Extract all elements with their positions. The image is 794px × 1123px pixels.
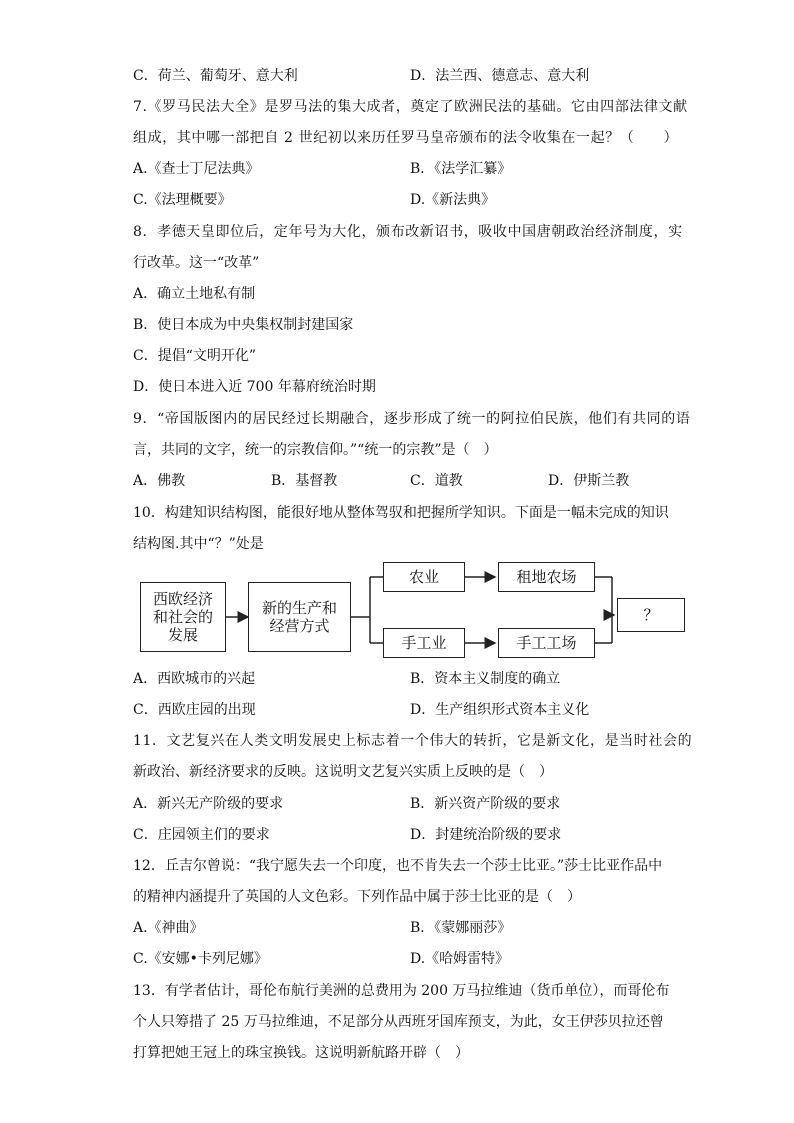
diagram-box-new-production-methods bbox=[248, 582, 351, 652]
q8-option-d: D．使日本进入近 700 年幕府统治时期 bbox=[133, 379, 376, 395]
q12-stem-line-2: 的精神内涵提升了英国的人文色彩。下列作品中属于莎士比亚的是（ ） bbox=[133, 889, 581, 905]
diagram-box-handicraft: 手工业 bbox=[383, 628, 465, 658]
box2-line-2: 经营方式 bbox=[269, 617, 330, 635]
box1-line-3: 发展 bbox=[167, 626, 198, 644]
q13-stem-line-2: 个人只筹措了 25 万马拉维迪，不足部分从西班牙国库预支，为此，女王伊莎贝拉还曾 bbox=[133, 1014, 664, 1030]
q9-stem-line-2: 言，共同的文字，统一的宗教信仰。”“统一的宗教”是（ ） bbox=[133, 442, 498, 458]
q8-stem-line-2: 行改革。这一“改革” bbox=[133, 255, 260, 271]
q9-option-d: D．伊斯兰教 bbox=[548, 473, 630, 489]
knowledge-structure-diagram bbox=[138, 560, 690, 664]
q11-option-b: B．新兴资产阶级的要求 bbox=[410, 796, 561, 812]
q8-stem-line-1: 8．孝德天皇即位后，定年号为大化，颁布改新诏书，吸收中国唐朝政治经济制度，实 bbox=[133, 224, 683, 240]
box1-line-2: 和社会的 bbox=[152, 608, 213, 626]
diagram-box-workshop: 手工工场 bbox=[498, 628, 595, 658]
q11-option-a: A．新兴无产阶级的要求 bbox=[133, 796, 284, 812]
q7-stem-line-1: 7.《罗马民法大全》是罗马法的集大成者，奠定了欧洲民法的基础。它由四部法律文献 bbox=[133, 99, 688, 115]
q7-stem-line-2: 组成，其中哪一部把自 2 世纪初以来历任罗马皇帝颁布的法令收集在一起？（ ） bbox=[133, 130, 679, 146]
diagram-box-leased-farm: 租地农场 bbox=[498, 562, 595, 592]
q6-option-d: D．法兰西、德意志、意大利 bbox=[410, 68, 590, 84]
diagram-box-unknown: ？ bbox=[617, 598, 685, 632]
q10-option-b: B．资本主义制度的确立 bbox=[410, 671, 561, 687]
q11-option-d: D．封建统治阶级的要求 bbox=[410, 827, 562, 843]
diagram-box-west-europe-development bbox=[140, 582, 226, 652]
q8-option-c: C．提倡“文明开化” bbox=[133, 348, 257, 364]
q7-option-c: C.《法理概要》 bbox=[133, 192, 232, 208]
q10-stem-line-2: 结构图.其中“？”处是 bbox=[133, 536, 264, 552]
q7-option-a: A.《查士丁尼法典》 bbox=[133, 161, 260, 177]
q10-stem-line-1: 10．构建知识结构图，能很好地从整体驾驭和把握所学知识。下面是一幅未完成的知识 bbox=[133, 505, 669, 521]
q11-option-c: C．庄园领主们的要求 bbox=[133, 827, 270, 843]
q12-stem-line-1: 12．丘吉尔曾说：“我宁愿失去一个印度，也不肯失去一个莎士比亚。”莎士比亚作品中 bbox=[133, 858, 663, 874]
q9-option-a: A．佛教 bbox=[133, 473, 186, 489]
diagram-box-agriculture: 农业 bbox=[383, 562, 465, 592]
q9-option-b: B．基督教 bbox=[271, 473, 338, 489]
q12-option-c: C.《安娜•卡列尼娜》 bbox=[133, 951, 268, 967]
q9-option-c: C．道教 bbox=[410, 473, 463, 489]
q12-option-d: D.《哈姆雷特》 bbox=[410, 951, 510, 967]
q8-option-a: A．确立土地私有制 bbox=[133, 286, 256, 302]
q10-option-a: A．西欧城市的兴起 bbox=[133, 671, 256, 687]
box1-line-1: 西欧经济 bbox=[152, 590, 213, 608]
q11-stem-line-1: 11．文艺复兴在人类文明发展史上标志着一个伟大的转折，它是新文化，是当时社会的 bbox=[133, 733, 693, 749]
q13-stem-line-3: 打算把她王冠上的珠宝换钱。这说明新航路开辟（ ） bbox=[133, 1045, 469, 1061]
q10-option-c: C．西欧庄园的出现 bbox=[133, 702, 256, 718]
q6-option-c: C．荷兰、葡萄牙、意大利 bbox=[133, 68, 298, 84]
q7-option-b: B．《法学汇纂》 bbox=[410, 161, 512, 177]
q12-option-a: A.《神曲》 bbox=[133, 920, 204, 936]
q10-option-d: D．生产组织形式资本主义化 bbox=[410, 702, 590, 718]
box2-line-1: 新的生产和 bbox=[261, 599, 337, 617]
q7-option-d: D.《新法典》 bbox=[410, 192, 496, 208]
q8-option-b: B．使日本成为中央集权制封建国家 bbox=[133, 317, 354, 333]
q9-stem-line-1: 9．“帝国版图内的居民经过长期融合，逐步形成了统一的阿拉伯民族，他们有共同的语 bbox=[133, 411, 691, 427]
q12-option-b: B．《蒙娜丽莎》 bbox=[410, 920, 512, 936]
q13-stem-line-1: 13．有学者估计，哥伦布航行美洲的总费用为 200 万马拉维迪（货币单位），而哥伦布 bbox=[133, 983, 670, 999]
q11-stem-line-2: 新政治、新经济要求的反映。这说明文艺复兴实质上反映的是（ ） bbox=[133, 764, 553, 780]
